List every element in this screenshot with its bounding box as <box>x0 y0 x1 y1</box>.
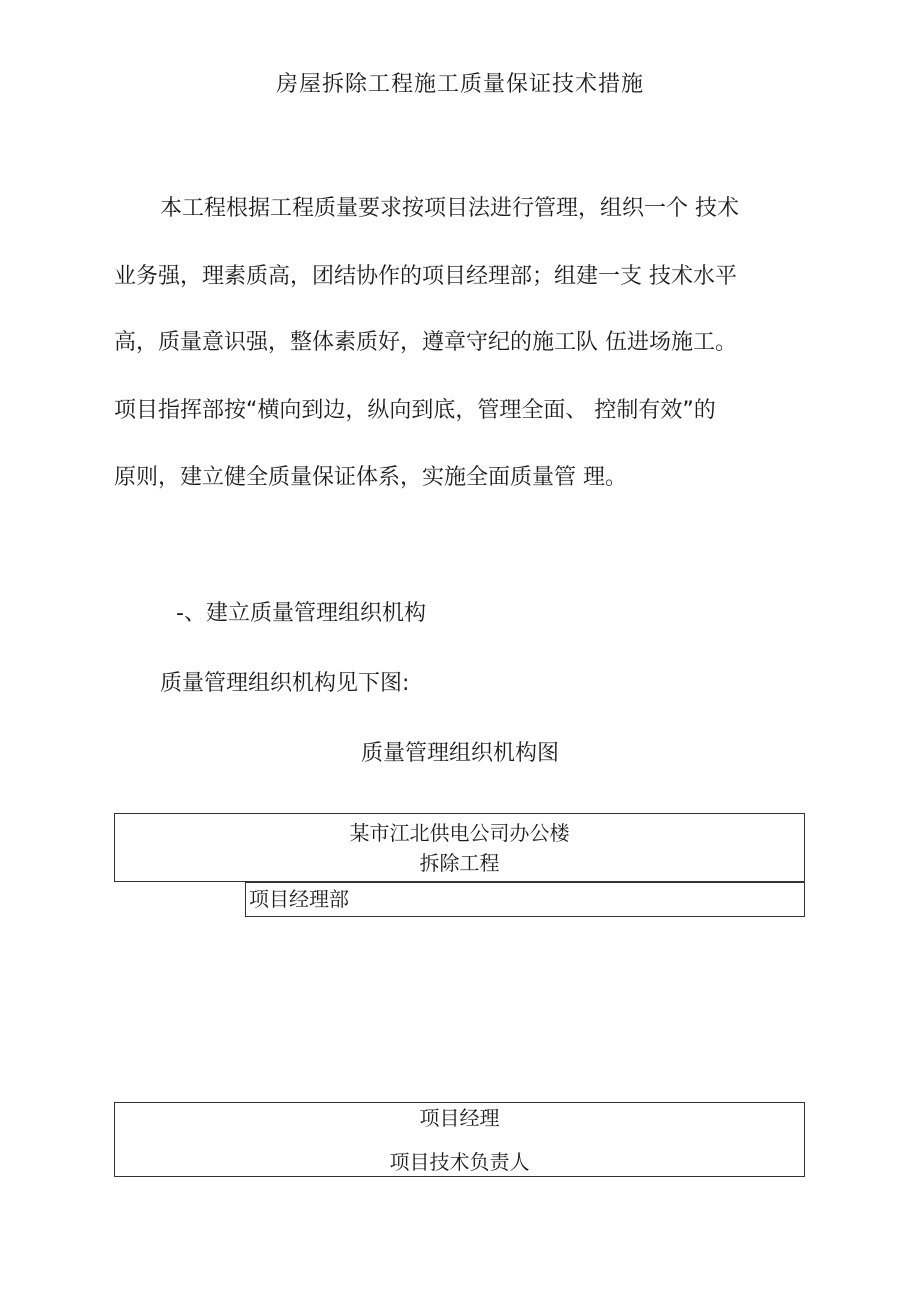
org-box-project-line1: 某市江北供电公司办公楼 <box>349 821 570 845</box>
intro-paragraph-line: 项目指挥部按“横向到边，纵向到底，管理全面、 控制有效”的 <box>114 398 716 423</box>
org-box-department <box>245 882 805 917</box>
intro-paragraph-line: 本工程根据工程质量要求按项目法进行管理，组织一个 技术 <box>160 196 739 221</box>
section-intro: 质量管理组织机构见下图: <box>160 671 410 696</box>
org-box-project-manager <box>114 1102 805 1177</box>
intro-paragraph-line: 业务强，理素质高，团结协作的项目经理部；组建一支 技术水平 <box>114 264 737 289</box>
org-chart-title: 质量管理组织机构图 <box>360 741 559 766</box>
intro-paragraph-line: 高，质量意识强，整体素质好，遵章守纪的施工队 伍进场施工。 <box>114 330 737 355</box>
org-box-pm-line1: 项目经理 <box>419 1106 500 1130</box>
org-box-project <box>114 813 805 882</box>
document-title: 房屋拆除工程施工质量保证技术措施 <box>275 72 644 97</box>
org-box-department-label: 项目经理部 <box>249 887 349 911</box>
section-heading: -、建立质量管理组织机构 <box>176 601 426 626</box>
org-box-project-line2: 拆除工程 <box>419 851 500 875</box>
intro-paragraph-line: 原则，建立健全质量保证体系，实施全面质量管 理。 <box>114 465 627 490</box>
org-box-pm-line2: 项目技术负责人 <box>389 1150 530 1174</box>
